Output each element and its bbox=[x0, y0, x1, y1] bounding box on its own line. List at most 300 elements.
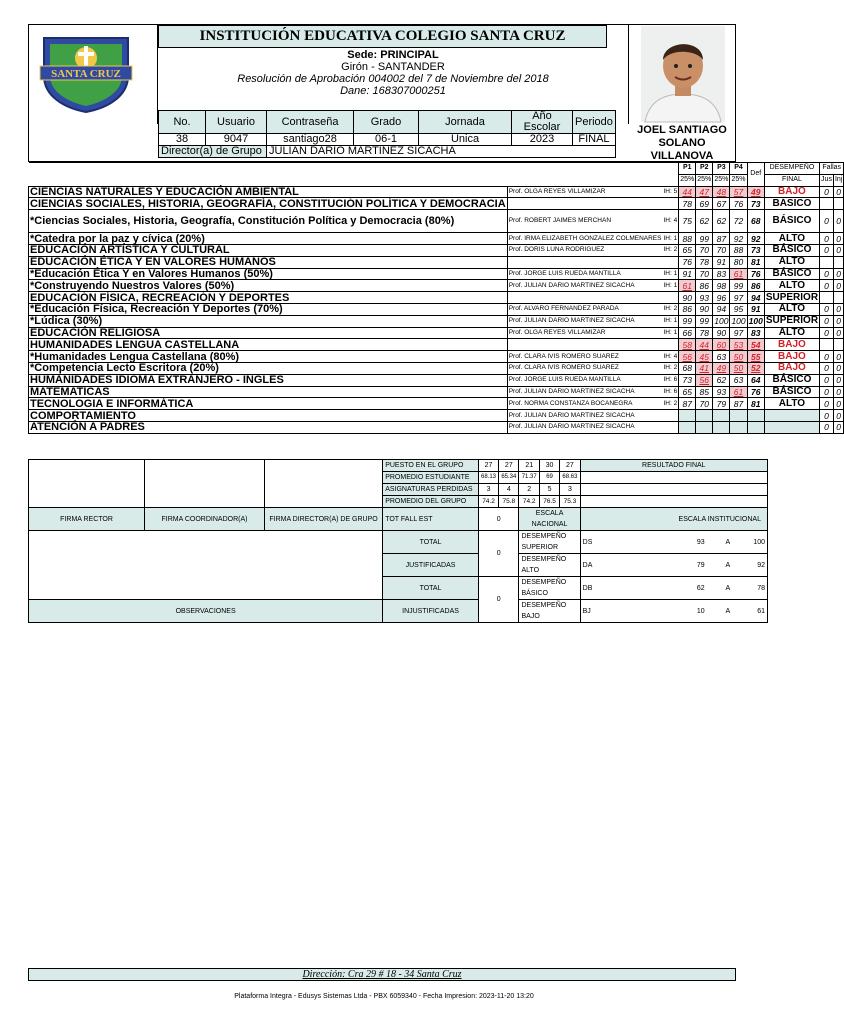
period-grade: 44 bbox=[679, 186, 696, 198]
subject-name: HUMANIDADES IDIOMA EXTRANJERO - INGLES bbox=[29, 374, 508, 386]
justified-absences: 0 bbox=[820, 186, 834, 198]
hours-per-week: IH: 1 bbox=[662, 315, 678, 327]
def-header: Def bbox=[747, 163, 764, 187]
performance-level: ALTO bbox=[764, 280, 819, 292]
period-grade: 90 bbox=[679, 292, 696, 304]
jus-header: Jus bbox=[820, 174, 834, 186]
subject-name: COMPORTAMIENTO bbox=[29, 410, 508, 422]
period-grade: 87 bbox=[713, 233, 730, 245]
final-grade: 81 bbox=[747, 398, 764, 410]
period-grade bbox=[679, 421, 696, 433]
puesto-value: 21 bbox=[519, 460, 539, 472]
period-grade: 99 bbox=[679, 315, 696, 327]
period-grade: 90 bbox=[713, 327, 730, 339]
period-grade: 97 bbox=[730, 327, 747, 339]
hours-per-week bbox=[662, 292, 678, 304]
justified-absences bbox=[820, 256, 834, 268]
school-address: Dirección: Cra 29 # 18 - 34 Santa Cruz bbox=[28, 968, 736, 981]
unjustified-absences: 0 bbox=[833, 327, 843, 339]
total-justificadas: 0 bbox=[478, 531, 519, 577]
escala-name: DESEMPEÑO BAJO bbox=[519, 600, 580, 623]
unjustified-absences bbox=[833, 198, 843, 210]
subject-name: *Competencia Lecto Escritora (20%) bbox=[29, 362, 508, 374]
period-grade: 86 bbox=[679, 303, 696, 315]
subject-row bbox=[29, 386, 844, 398]
period-grade: 99 bbox=[730, 280, 747, 292]
period-grade: 92 bbox=[730, 233, 747, 245]
period-grade: 50 bbox=[730, 351, 747, 363]
period-grade: 79 bbox=[713, 398, 730, 410]
fallas-header: Fallas bbox=[820, 163, 844, 175]
subject-row bbox=[29, 374, 844, 386]
subject-name: *Ciencias Sociales, Historia, Geografía, Constitución Política y Democracia (80%) bbox=[29, 210, 508, 233]
unjustified-absences bbox=[833, 339, 843, 351]
subject-name: *Catedra por la paz y cívica (20%) bbox=[29, 233, 508, 245]
subject-row bbox=[29, 233, 844, 245]
teacher-name bbox=[507, 292, 662, 304]
period-grade: 100 bbox=[731, 316, 746, 327]
hours-per-week bbox=[662, 339, 678, 351]
justified-absences: 0 bbox=[820, 280, 834, 292]
escala-to: 92 bbox=[732, 554, 767, 577]
puesto-value: 27 bbox=[499, 460, 519, 472]
subject-row bbox=[29, 398, 844, 410]
hours-per-week: IH: 6 bbox=[662, 386, 678, 398]
final-grade: 73 bbox=[747, 244, 764, 256]
final-grade bbox=[747, 421, 764, 433]
unjustified-absences: 0 bbox=[833, 421, 843, 433]
subject-name: *Lúdica (30%) bbox=[29, 315, 508, 327]
escala-from: 79 bbox=[674, 554, 707, 577]
teacher-name: Prof. ROBERT JAIMES MERCHAN bbox=[507, 210, 662, 233]
promedio-estudiante-label: PROMEDIO ESTUDIANTE bbox=[383, 472, 479, 484]
period-grade: 62 bbox=[713, 374, 730, 386]
period-grade: 68 bbox=[679, 362, 696, 374]
justified-absences: 0 bbox=[820, 362, 834, 374]
period-grade: 49 bbox=[713, 362, 730, 374]
hours-per-week bbox=[662, 256, 678, 268]
tot-fall-label: TOT FALL EST bbox=[383, 508, 479, 531]
performance-level: BÁSICO bbox=[764, 244, 819, 256]
period-grade bbox=[696, 421, 713, 433]
student-meta-table bbox=[158, 110, 616, 158]
escala-code: BJ bbox=[580, 600, 674, 623]
period-grade: 70 bbox=[696, 398, 713, 410]
justified-absences: 0 bbox=[820, 351, 834, 363]
meta-header: Jornada bbox=[419, 111, 512, 134]
subject-name: ATENCIÓN A PADRES bbox=[29, 421, 508, 433]
performance-level: BAJO bbox=[764, 186, 819, 198]
period-grade bbox=[713, 421, 730, 433]
performance-level: ALTO bbox=[764, 233, 819, 245]
hours-per-week: IH: 1 bbox=[662, 233, 678, 245]
escala-code: DS bbox=[580, 531, 674, 554]
director-name: JULIAN DARIO MARTINEZ SICACHA bbox=[267, 146, 616, 158]
final-grade: 68 bbox=[747, 210, 764, 233]
period-grade: 93 bbox=[696, 292, 713, 304]
hours-per-week bbox=[662, 198, 678, 210]
meta-header: Año Escolar bbox=[512, 111, 573, 134]
period-grade: 48 bbox=[713, 186, 730, 198]
subject-row bbox=[29, 303, 844, 315]
subject-name: HUMANIDADES LENGUA CASTELLANA bbox=[29, 339, 508, 351]
subject-name: TECNOLOGIA E INFORMÁTICA bbox=[29, 398, 508, 410]
period-grade: 69 bbox=[696, 198, 713, 210]
firma-director: FIRMA DIRECTOR(A) DE GRUPO bbox=[264, 508, 382, 531]
subject-name: *Educación Física, Recreación Y Deportes (70%) bbox=[29, 303, 508, 315]
unjustified-absences: 0 bbox=[833, 315, 843, 327]
student-photo-cell bbox=[628, 24, 736, 124]
teacher-name: Prof. JULIAN DARIO MARTINEZ SICACHA bbox=[507, 280, 662, 292]
school-name: INSTITUCIÓN EDUCATIVA COLEGIO SANTA CRUZ bbox=[158, 25, 607, 48]
firma-rector: FIRMA RECTOR bbox=[29, 508, 145, 531]
period-grade: 61 bbox=[730, 268, 747, 280]
director-label: Director(a) de Grupo bbox=[159, 146, 267, 158]
asignaturas-perdidas-label: ASIGNATURAS PERDIDAS bbox=[383, 484, 479, 496]
period-grade: 44 bbox=[696, 339, 713, 351]
unjustified-absences: 0 bbox=[833, 374, 843, 386]
total-justificadas-label-2: JUSTIFICADAS bbox=[383, 554, 479, 577]
escala-name: DESEMPEÑO ALTO bbox=[519, 554, 580, 577]
teacher-name: Prof. CLARA IVIS ROMERO SUAREZ bbox=[507, 351, 662, 363]
unjustified-absences: 0 bbox=[833, 386, 843, 398]
teacher-name: Prof. OLGA REYES VILLAMIZAR bbox=[507, 327, 662, 339]
final-grade: 52 bbox=[747, 362, 764, 374]
teacher-name: Prof. JULIAN DARIO MARTINEZ SICACHA bbox=[507, 421, 662, 433]
school-logo-cell bbox=[28, 24, 158, 124]
final-grade: 55 bbox=[747, 351, 764, 363]
final-grade: 64 bbox=[747, 374, 764, 386]
period-grade: 73 bbox=[679, 374, 696, 386]
performance-level: ALTO bbox=[764, 398, 819, 410]
justified-absences: 0 bbox=[820, 268, 834, 280]
performance-level: BÁSICO bbox=[764, 386, 819, 398]
period-grade: 47 bbox=[696, 186, 713, 198]
promedio-grupo: 76.5 bbox=[539, 496, 559, 508]
period-grade: 62 bbox=[696, 210, 713, 233]
meta-header: Periodo bbox=[573, 111, 616, 134]
unjustified-absences bbox=[833, 292, 843, 304]
justified-absences: 0 bbox=[820, 233, 834, 245]
period-grade bbox=[730, 421, 747, 433]
subject-name: *Humanidades Lengua Castellana (80%) bbox=[29, 351, 508, 363]
student-photo bbox=[641, 26, 725, 122]
weight-header: 25% bbox=[679, 174, 696, 186]
teacher-name: Prof. JULIAN DARIO MARTINEZ SICACHA bbox=[507, 410, 662, 422]
period-grade: 98 bbox=[713, 280, 730, 292]
asignaturas-perdidas: 3 bbox=[560, 484, 580, 496]
hours-per-week: IH: 1 bbox=[662, 268, 678, 280]
period-header: P1 bbox=[679, 163, 696, 175]
hours-per-week: IH: 2 bbox=[662, 303, 678, 315]
unjustified-absences: 0 bbox=[833, 362, 843, 374]
meta-value: FINAL bbox=[573, 134, 616, 146]
tot-fall-value: 0 bbox=[478, 508, 519, 531]
subject-row bbox=[29, 210, 844, 233]
subject-name: EDUCACIÓN ARTÍSTICA Y CULTURAL bbox=[29, 244, 508, 256]
final-grade: 86 bbox=[747, 280, 764, 292]
grades-table bbox=[28, 162, 844, 434]
subject-row bbox=[29, 268, 844, 280]
period-grade: 97 bbox=[730, 292, 747, 304]
escala-from: 93 bbox=[674, 531, 707, 554]
subject-row bbox=[29, 421, 844, 433]
logo-text: SANTA CRUZ bbox=[51, 68, 121, 80]
meta-value: 06-1 bbox=[354, 134, 419, 146]
hours-per-week: IH: 2 bbox=[662, 362, 678, 374]
period-grade: 88 bbox=[730, 244, 747, 256]
justified-absences: 0 bbox=[820, 210, 834, 233]
period-grade: 91 bbox=[713, 256, 730, 268]
unjustified-absences: 0 bbox=[833, 351, 843, 363]
subject-row bbox=[29, 256, 844, 268]
performance-level bbox=[764, 410, 819, 422]
period-grade: 78 bbox=[696, 256, 713, 268]
promedio-estudiante: 71.37 bbox=[519, 472, 539, 484]
subject-name: EDUCACIÓN FÍSICA, RECREACIÓN Y DEPORTES bbox=[29, 292, 508, 304]
period-grade: 53 bbox=[730, 339, 747, 351]
final-grade: 100 bbox=[748, 316, 763, 327]
total-justificadas-label: TOTAL bbox=[383, 531, 479, 554]
period-grade: 88 bbox=[679, 233, 696, 245]
period-header: P4 bbox=[730, 163, 747, 175]
teacher-name bbox=[507, 339, 662, 351]
escala-code: DB bbox=[580, 577, 674, 600]
final-grade: 83 bbox=[747, 327, 764, 339]
subject-row bbox=[29, 351, 844, 363]
period-grade: 85 bbox=[696, 386, 713, 398]
subject-row bbox=[29, 339, 844, 351]
puesto-value: 27 bbox=[478, 460, 498, 472]
hours-per-week: IH: 6 bbox=[662, 374, 678, 386]
performance-level: BAJO bbox=[764, 351, 819, 363]
period-grade: 65 bbox=[679, 244, 696, 256]
period-grade: 70 bbox=[696, 268, 713, 280]
inj-header: Inj bbox=[833, 174, 843, 186]
school-shield-logo bbox=[38, 32, 134, 114]
escala-a: A bbox=[707, 554, 733, 577]
period-grade: 56 bbox=[696, 374, 713, 386]
teacher-name: Prof. JULIAN DARIO MARTINEZ SICACHA bbox=[507, 315, 662, 327]
puesto-value: 27 bbox=[560, 460, 580, 472]
final-grade: 76 bbox=[747, 386, 764, 398]
performance-level: BAJO bbox=[764, 362, 819, 374]
period-grade: 66 bbox=[679, 327, 696, 339]
subject-row bbox=[29, 315, 844, 327]
performance-level: ALTO bbox=[764, 303, 819, 315]
unjustified-absences: 0 bbox=[833, 268, 843, 280]
performance-level: BÁSICO bbox=[764, 198, 819, 210]
meta-header: Usuario bbox=[206, 111, 267, 134]
teacher-name: Prof. JORGE LUIS RUEDA MANTILLA bbox=[507, 268, 662, 280]
subject-name: *Educación Ética Y en Valores Humanos (50%) bbox=[29, 268, 508, 280]
total-injustificadas-label: TOTAL bbox=[383, 577, 479, 600]
final-grade: 92 bbox=[747, 233, 764, 245]
weight-header: 25% bbox=[696, 174, 713, 186]
final-grade: 94 bbox=[747, 292, 764, 304]
resultado-final: RESULTADO FINAL bbox=[580, 460, 767, 472]
performance-level: BÁSICO bbox=[764, 210, 819, 233]
subject-row bbox=[29, 292, 844, 304]
final-grade: 91 bbox=[747, 303, 764, 315]
meta-value: 2023 bbox=[512, 134, 573, 146]
observaciones: OBSERVACIONES bbox=[29, 600, 383, 623]
meta-header: Contraseña bbox=[267, 111, 354, 134]
escala-nacional: ESCALA NACIONAL bbox=[519, 508, 580, 531]
escala-to: 61 bbox=[732, 600, 767, 623]
performance-level bbox=[764, 421, 819, 433]
hours-per-week: IH: 2 bbox=[662, 398, 678, 410]
period-grade: 78 bbox=[679, 198, 696, 210]
period-grade: 99 bbox=[696, 315, 713, 327]
escala-from: 10 bbox=[674, 600, 707, 623]
asignaturas-perdidas: 3 bbox=[478, 484, 498, 496]
period-grade bbox=[713, 410, 730, 422]
unjustified-absences bbox=[833, 256, 843, 268]
unjustified-absences: 0 bbox=[833, 244, 843, 256]
unjustified-absences: 0 bbox=[833, 210, 843, 233]
escala-code: DA bbox=[580, 554, 674, 577]
escala-a: A bbox=[707, 577, 733, 600]
subject-row bbox=[29, 327, 844, 339]
period-grade: 86 bbox=[696, 280, 713, 292]
justified-absences: 0 bbox=[820, 410, 834, 422]
period-grade: 76 bbox=[679, 256, 696, 268]
period-grade bbox=[696, 410, 713, 422]
justified-absences: 0 bbox=[820, 386, 834, 398]
promedio-grupo: 74.2 bbox=[519, 496, 539, 508]
period-grade: 91 bbox=[679, 268, 696, 280]
asignaturas-perdidas: 5 bbox=[539, 484, 559, 496]
meta-value: Unica bbox=[419, 134, 512, 146]
teacher-name: Prof. JORGE LUIS RUEDA MANTILLA bbox=[507, 374, 662, 386]
meta-header: Grado bbox=[354, 111, 419, 134]
hours-per-week bbox=[662, 410, 678, 422]
period-grade: 60 bbox=[713, 339, 730, 351]
promedio-estudiante: 68.63 bbox=[560, 472, 580, 484]
period-grade: 87 bbox=[730, 398, 747, 410]
city: Girón - SANTANDER bbox=[341, 61, 445, 73]
firma-coordinador: FIRMA COORDINADOR(A) bbox=[145, 508, 265, 531]
hours-per-week: IH: 4 bbox=[662, 351, 678, 363]
period-grade: 83 bbox=[713, 268, 730, 280]
period-grade: 61 bbox=[730, 386, 747, 398]
justified-absences: 0 bbox=[820, 244, 834, 256]
unjustified-absences: 0 bbox=[833, 398, 843, 410]
sede: Sede: PRINCIPAL bbox=[347, 49, 439, 61]
performance-level: SUPERIOR bbox=[765, 315, 819, 327]
period-grade: 99 bbox=[696, 233, 713, 245]
subject-name: CIENCIAS SOCIALES, HISTORIA, GEOGRAFÍA, CONSTITUCIÓN POLÍTICA Y DEMOCRACIA bbox=[30, 197, 506, 210]
teacher-name: Prof. OLGA REYES VILLAMIZAR bbox=[507, 186, 662, 198]
subject-name: EDUCACIÓN ÉTICA Y EN VALORES HUMANOS bbox=[29, 256, 508, 268]
hours-per-week: IH: 1 bbox=[662, 280, 678, 292]
escala-a: A bbox=[707, 600, 733, 623]
period-grade: 58 bbox=[679, 339, 696, 351]
teacher-name bbox=[507, 198, 662, 210]
period-grade: 87 bbox=[679, 398, 696, 410]
performance-level: BÁSICO bbox=[764, 268, 819, 280]
subject-name: EDUCACIÓN RELIGIOSA bbox=[29, 327, 508, 339]
promedio-grupo: 75.3 bbox=[560, 496, 580, 508]
hours-per-week: IH: 5 bbox=[662, 186, 678, 198]
period-grade: 76 bbox=[730, 198, 747, 210]
period-grade: 56 bbox=[679, 351, 696, 363]
final-grade: 81 bbox=[747, 256, 764, 268]
performance-level: ALTO bbox=[764, 256, 819, 268]
final-grade: 54 bbox=[747, 339, 764, 351]
hours-per-week: IH: 4 bbox=[662, 210, 678, 233]
total-injustificadas: 0 bbox=[478, 577, 519, 623]
escala-a: A bbox=[707, 531, 733, 554]
justified-absences bbox=[820, 198, 834, 210]
justified-absences: 0 bbox=[820, 374, 834, 386]
subject-name: CIENCIAS NATURALES Y EDUCACIÓN AMBIENTAL bbox=[29, 186, 508, 198]
promedio-grupo: 74.2 bbox=[478, 496, 498, 508]
period-grade: 93 bbox=[713, 386, 730, 398]
period-grade: 78 bbox=[696, 327, 713, 339]
justified-absences bbox=[820, 292, 834, 304]
period-grade bbox=[679, 410, 696, 422]
justified-absences: 0 bbox=[820, 327, 834, 339]
final-header: FINAL bbox=[764, 174, 819, 186]
period-grade: 61 bbox=[679, 280, 696, 292]
period-grade: 63 bbox=[730, 374, 747, 386]
hours-per-week: IH: 1 bbox=[662, 327, 678, 339]
meta-value: santiago28 bbox=[267, 134, 354, 146]
asignaturas-perdidas: 4 bbox=[499, 484, 519, 496]
unjustified-absences: 0 bbox=[833, 303, 843, 315]
promedio-grupo: 75.8 bbox=[499, 496, 519, 508]
summary-table bbox=[28, 459, 768, 623]
hours-per-week bbox=[662, 421, 678, 433]
justified-absences bbox=[820, 339, 834, 351]
period-grade: 70 bbox=[713, 244, 730, 256]
period-grade: 90 bbox=[696, 303, 713, 315]
final-grade: 76 bbox=[747, 268, 764, 280]
subject-row bbox=[29, 280, 844, 292]
performance-level: SUPERIOR bbox=[765, 291, 819, 303]
teacher-name: Prof. CLARA IVIS ROMERO SUAREZ bbox=[507, 362, 662, 374]
meta-value: 38 bbox=[159, 134, 206, 146]
period-grade: 75 bbox=[679, 210, 696, 233]
escala-to: 100 bbox=[732, 531, 767, 554]
period-grade: 94 bbox=[713, 303, 730, 315]
unjustified-absences: 0 bbox=[833, 280, 843, 292]
unjustified-absences: 0 bbox=[833, 233, 843, 245]
student-name: JOEL SANTIAGO SOLANO VILLANOVA bbox=[637, 124, 727, 162]
meta-header: No. bbox=[159, 111, 206, 134]
period-grade: 41 bbox=[696, 362, 713, 374]
puesto-label: PUESTO EN EL GRUPO bbox=[383, 460, 479, 472]
period-grade: 57 bbox=[730, 186, 747, 198]
escala-institucional: ESCALA INSTITUCIONAL bbox=[580, 508, 767, 531]
justified-absences: 0 bbox=[820, 315, 834, 327]
teacher-name: Prof. IRMA ELIZABETH GONZALEZ COLMENARES bbox=[507, 233, 662, 245]
period-grade: 96 bbox=[713, 292, 730, 304]
hours-per-week: IH: 2 bbox=[662, 244, 678, 256]
puesto-value: 30 bbox=[539, 460, 559, 472]
teacher-name: Prof. ALVARO FERNANDEZ PARADA bbox=[507, 303, 662, 315]
subject-row bbox=[29, 362, 844, 374]
footer-text: Plataforma Integra - Edusys Sistemas Ltda - PBX 6059340 - Fecha Impresion: 2023-11-20 13:20 bbox=[234, 993, 534, 1000]
period-grade: 45 bbox=[696, 351, 713, 363]
meta-value: 9047 bbox=[206, 134, 267, 146]
promedio-estudiante: 69 bbox=[539, 472, 559, 484]
justified-absences: 0 bbox=[820, 398, 834, 410]
final-grade: 49 bbox=[747, 186, 764, 198]
period-grade: 100 bbox=[714, 316, 729, 327]
